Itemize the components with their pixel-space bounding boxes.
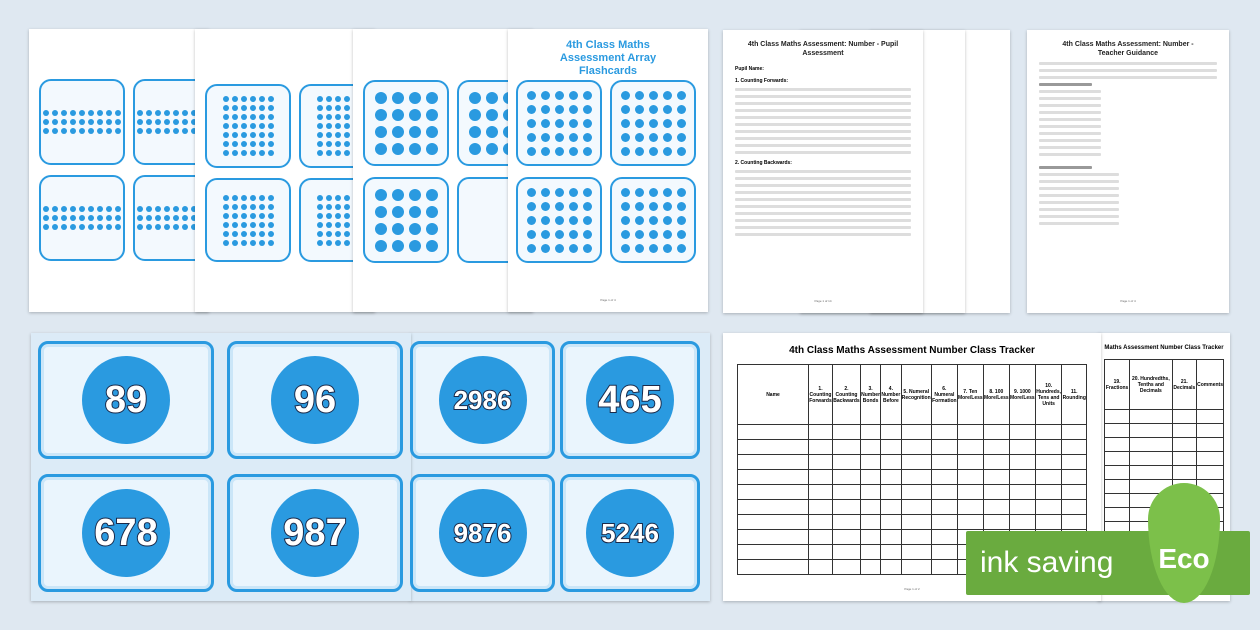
col-header: 9. 1000 More/Less <box>1009 365 1035 425</box>
number-circle <box>271 356 359 444</box>
pupil-assessment-page <box>723 30 923 313</box>
page-footer: Page 1 of 4 <box>600 298 616 302</box>
flashcard-page-4 <box>508 29 708 312</box>
col-header: 7. Ten More/Less <box>957 365 983 425</box>
number-card <box>38 341 214 459</box>
number-card <box>227 341 403 459</box>
section-counting-forwards: 1. Counting Forwards: <box>735 78 789 84</box>
section-counting-backwards: 2. Counting Backwards: <box>735 160 792 166</box>
col-header: 11. Rounding <box>1062 365 1087 425</box>
number-circle <box>439 356 527 444</box>
page-footer: Page 1 of 4 <box>1120 299 1136 303</box>
number-value: 96 <box>293 378 337 421</box>
number-value: 5246 <box>601 517 659 548</box>
number-card <box>410 474 555 592</box>
pupil-title: 4th Class Maths Assessment: Number - Pupil Assessment <box>747 41 899 57</box>
col-header: 21. Decimals <box>1172 360 1197 410</box>
array-card <box>39 175 125 261</box>
page-footer: Page 1 of 14 <box>814 299 832 303</box>
number-value: 987 <box>283 511 347 554</box>
number-value: 89 <box>104 378 148 421</box>
number-value: 9876 <box>453 517 512 548</box>
flashcard-page-1 <box>29 29 209 312</box>
col-header: 6. Numeral Formation <box>931 365 957 425</box>
ink-saving-label: ink saving <box>980 546 1114 579</box>
number-circle <box>82 356 170 444</box>
pupil-name-label: Pupil Name: <box>735 66 764 72</box>
number-value: 678 <box>94 511 158 554</box>
array-card <box>516 80 602 166</box>
guidance-title: 4th Class Maths Assessment: Number - Teacher Guidance <box>1062 41 1194 57</box>
col-header: 8. 100 More/Less <box>983 365 1009 425</box>
page-footer: Page 1 of 2 <box>904 587 920 591</box>
col-header: 19. Fractions <box>1105 360 1130 410</box>
flashcard-page-2 <box>195 29 375 312</box>
array-card <box>205 84 291 168</box>
array-card <box>363 177 449 263</box>
number-card <box>410 341 555 459</box>
col-header: Comments <box>1197 360 1224 410</box>
col-header: 3. Number Bonds <box>860 365 880 425</box>
tracker-title: 4th Class Maths Assessment Number Class Tracker <box>789 345 1035 356</box>
number-circle <box>439 489 527 577</box>
number-circle <box>586 489 674 577</box>
flashcards-title: 4th Class Maths Assessment Array Flashcards <box>559 39 657 77</box>
array-card <box>610 80 696 166</box>
flashcard-page-3 <box>353 29 533 312</box>
col-header: 5. Numeral Recognition <box>901 365 931 425</box>
col-header: 1. Counting Forwards <box>809 365 833 425</box>
number-value: 465 <box>598 378 662 421</box>
array-card <box>39 79 125 165</box>
number-circle <box>271 489 359 577</box>
array-card <box>363 80 449 166</box>
col-header: 4. Number Before <box>881 365 901 425</box>
col-header-name: Name <box>738 365 809 425</box>
array-card <box>610 177 696 263</box>
eco-badge-label: Eco <box>1158 543 1210 574</box>
number-card <box>560 474 700 592</box>
teacher-guidance-page <box>1027 30 1229 313</box>
array-card <box>516 177 602 263</box>
col-header: 2. Counting Backwards <box>833 365 861 425</box>
number-card <box>38 474 214 592</box>
number-value: 2986 <box>453 384 512 415</box>
number-card <box>227 474 403 592</box>
col-header: 10. Hundreds, Tens and Units <box>1035 365 1062 425</box>
tracker-back-title: Maths Assessment Number Class Tracker <box>1104 345 1224 351</box>
col-header: 20. Hundredths, Tenths and Decimals <box>1130 360 1172 410</box>
array-card <box>205 178 291 262</box>
number-circle <box>586 356 674 444</box>
number-card <box>560 341 700 459</box>
number-circle <box>82 489 170 577</box>
